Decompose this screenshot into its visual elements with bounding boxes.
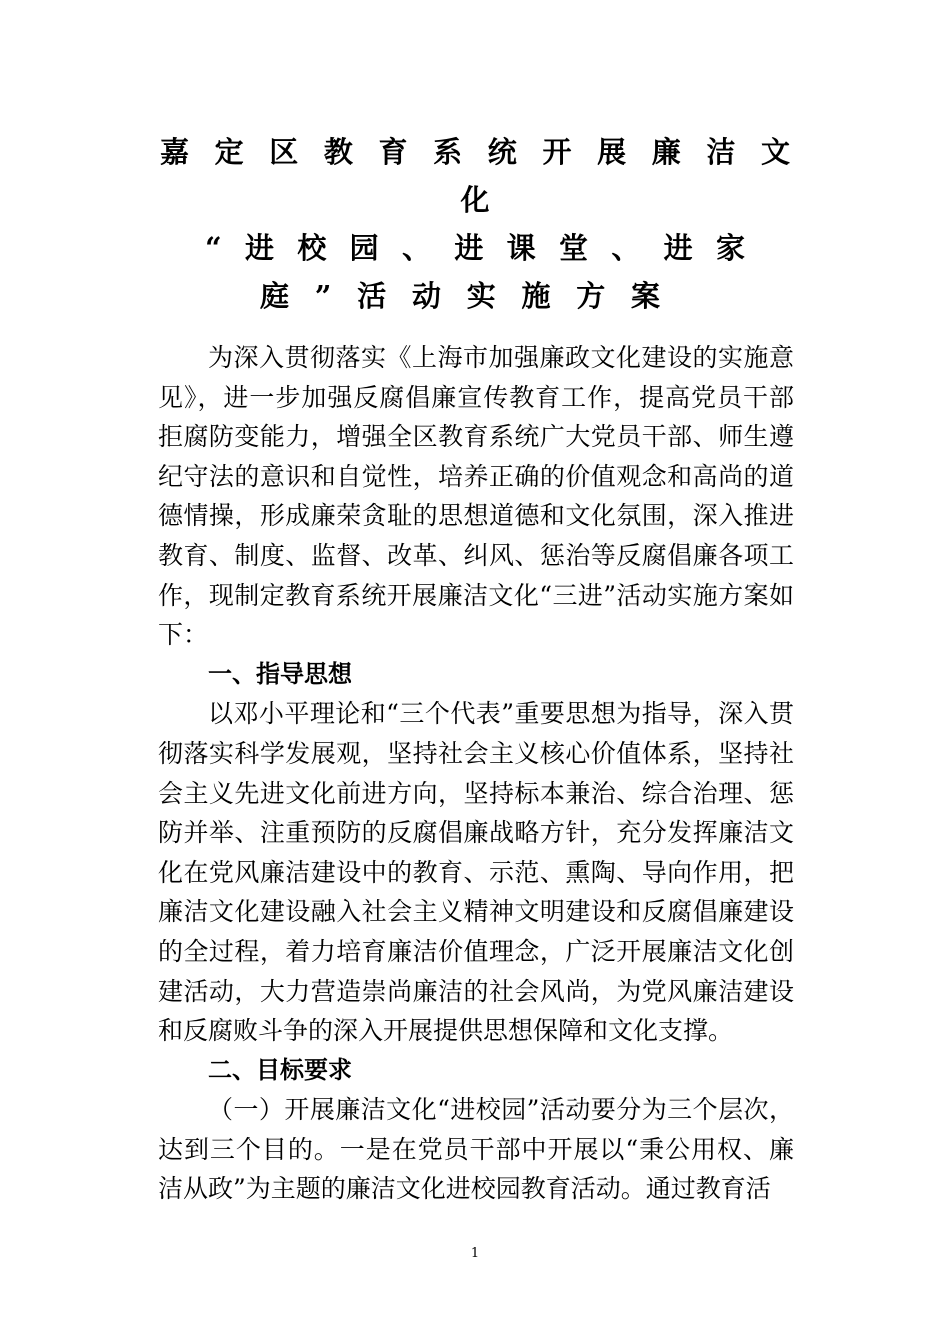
- title-line-1: 嘉定区教育系统开展廉洁文: [160, 135, 790, 169]
- title-line-3: “进校园、进课堂、进家: [205, 231, 745, 265]
- page-number: 1: [470, 1246, 480, 1261]
- document-body: [158, 338, 794, 1209]
- title-line-2: 化: [460, 183, 490, 217]
- section-heading-guiding: 一、指导思想: [208, 659, 352, 688]
- section-heading-goals: 二、目标要求: [208, 1055, 352, 1084]
- intro-paragraph: 为深入贯彻落实《上海市加强廉政文化建设的实施意见》，进一步加强反腐倡廉宣传教育工作，提高党员干部拒腐防变能力，增强全区教育系统广大党员干部、师生遵纪守法的意识和自觉性，培养正确的价值观念和高尚的道德情操，形成廉荣贪耻的思想道德和文化氛围，深入推进教育、制度、监督、改革、纠风、惩治等反腐倡廉各项工作，现制定教育系统开展廉洁文化“三进”活动实施方案如下：: [158, 343, 794, 650]
- guiding-paragraph: 以邓小平理论和“三个代表”重要思想为指导，深入贯彻落实科学发展观，坚持社会主义核心价值体系，坚持社会主义先进文化前进方向，坚持标本兼治、综合治理、惩防并举、注重预防的反腐倡廉战略方针，充分发挥廉洁文化在党风廉洁建设中的教育、示范、熏陶、导向作用，把廉洁文化建设融入社会主义精神文明建设和反腐倡廉建设的全过程，着力培育廉洁价值理念，广泛开展廉洁文化创建活动，大力营造崇尚廉洁的社会风尚，为党风廉洁建设和反腐败斗争的深入开展提供思想保障和文化支撑。: [158, 699, 794, 1046]
- goal-paragraph-1: （一）开展廉洁文化“进校园”活动要分为三个层次，达到三个目的。一是在党员干部中开展以“秉公用权、廉洁从政”为主题的廉洁文化进校园教育活动。通过教育活: [158, 1095, 794, 1204]
- title-line-4: 庭”活动实施方案: [260, 279, 660, 313]
